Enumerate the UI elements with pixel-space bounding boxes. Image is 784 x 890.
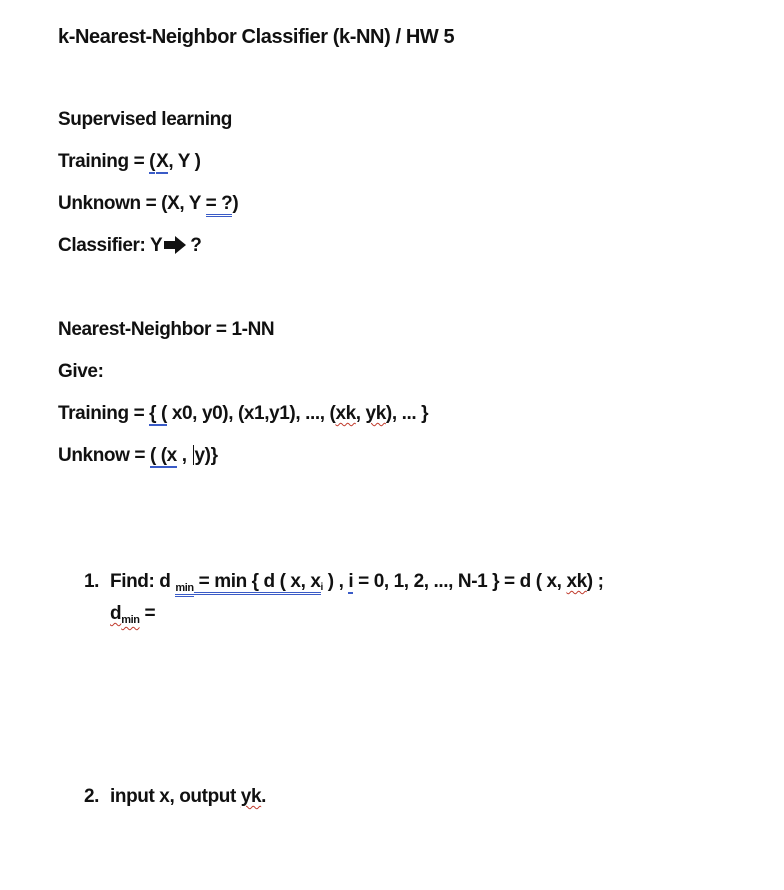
unknown-line [58, 193, 238, 215]
unknow-line [58, 445, 218, 467]
training-set-mid: x0, y0), (x1,y1), ..., ( [166, 403, 336, 424]
training-set-yk: yk [365, 403, 386, 424]
step-2-yk: yk [240, 786, 262, 807]
step-1-line [84, 571, 604, 593]
step-2-text: input x, output [110, 786, 241, 807]
training-set-xk: xk [335, 403, 356, 424]
unknow-mid: , [176, 445, 192, 466]
dmin-d: d [110, 603, 122, 624]
unknow-y: y [194, 445, 205, 466]
text-cursor [193, 445, 194, 465]
unknown-prefix: Unknown = (X, Y [58, 193, 206, 214]
step-1-find: Find: d [110, 571, 176, 592]
training-set-end: ), ... } [385, 403, 429, 424]
training-rest: , Y ) [168, 151, 201, 172]
step-1-xk: xk [566, 571, 587, 592]
training-prefix: Training = [58, 151, 150, 172]
training-line [58, 151, 201, 173]
step-1-min-sub: min [175, 582, 193, 597]
step-2-number: 2. [84, 786, 100, 807]
unknow-open: ( (x [149, 445, 177, 466]
training-set-prefix: Training = [58, 403, 150, 424]
step-1-i-sub: i [320, 582, 323, 593]
step-1-eq: = min { d ( x, x [194, 571, 321, 595]
nearest-neighbor-heading: Nearest-Neighbor = 1-NN [58, 319, 275, 340]
step-1-range: = 0, 1, 2, ..., N-1 } = d ( x, [353, 571, 567, 592]
classifier-suffix: ? [190, 235, 202, 256]
page-title: k-Nearest-Neighbor Classifier (k-NN) / HW 5 [58, 26, 455, 48]
training-open-paren: ( [149, 151, 156, 172]
dmin-sub: min [121, 614, 140, 626]
give-label: Give: [58, 361, 104, 382]
dmin-eq: = [139, 603, 156, 624]
classifier-prefix: Classifier: Y [58, 235, 163, 256]
training-x: X [156, 151, 169, 172]
training-set-line [58, 403, 428, 425]
unknow-prefix: Unknow = [58, 445, 150, 466]
step-1-mid: ) , [322, 571, 349, 592]
training-set-open: { ( [149, 403, 167, 424]
dmin-line [110, 603, 155, 625]
classifier-line [58, 235, 202, 257]
step-1-number: 1. [84, 571, 100, 592]
right-arrow-icon [164, 236, 186, 254]
training-set-comma: , [355, 403, 366, 424]
step-2-line [84, 786, 266, 808]
unknow-end: )} [204, 445, 218, 466]
step-1-end: ) ; [586, 571, 604, 592]
step-2-end: . [261, 786, 267, 807]
unknown-suffix: ) [232, 193, 239, 214]
unknown-eq-question: = ? [206, 193, 233, 217]
step-1-i: i [348, 571, 354, 592]
supervised-learning-heading: Supervised learning [58, 109, 233, 130]
